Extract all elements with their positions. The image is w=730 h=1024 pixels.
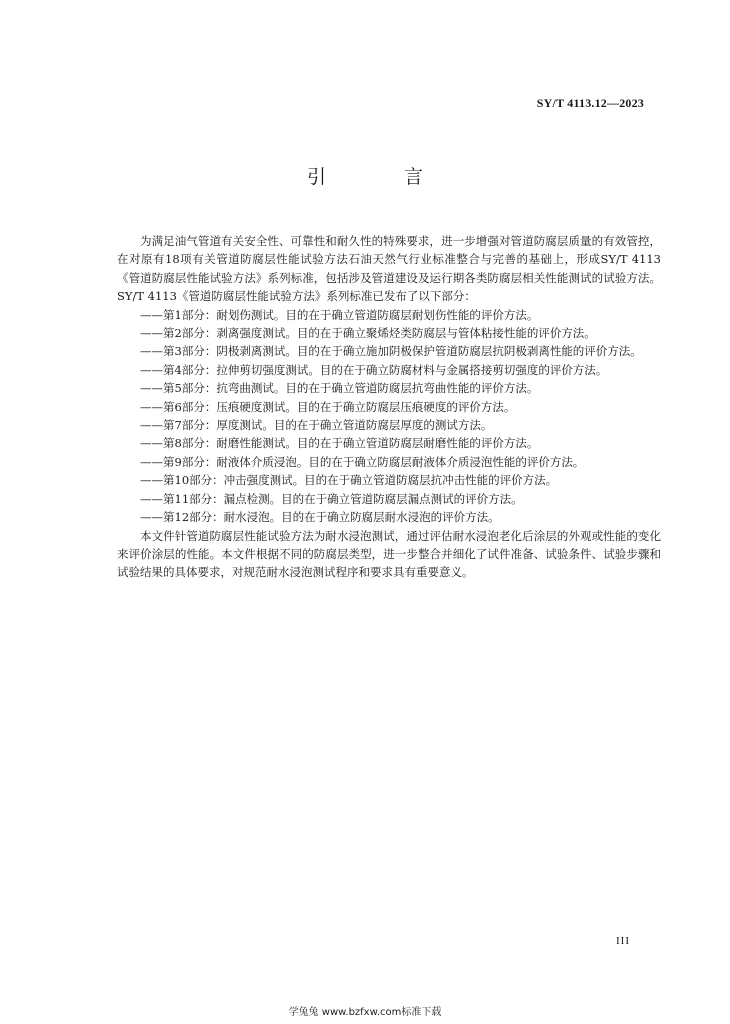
list-item-part-9: ——第9部分：耐液体介质浸泡。目的在于确立防腐层耐液体介质浸泡性能的评价方法。	[140, 454, 585, 469]
page-title: 引 言	[306, 166, 460, 188]
list-item-part-12: ——第12部分：耐水浸泡。目的在于确立防腐层耐水浸泡的评价方法。	[140, 510, 500, 525]
list-item-part-5: ——第5部分：抗弯曲测试。目的在于确立管道防腐层抗弯曲性能的评价方法。	[140, 381, 539, 396]
document-body	[117, 232, 661, 582]
list-item-part-2: ——第2部分：剥离强度测试。目的在于确立聚烯烃类防腐层与管体粘接性能的评价方法。	[140, 326, 596, 341]
list-item-part-3: ——第3部分：阴极剥离测试。目的在于确立施加阴极保护管道防腐层抗阴极剥离性能的评价方法。	[140, 344, 642, 359]
intro-paragraph: 为满足油气管道有关安全性、可靠性和耐久性的特殊要求，进一步增强对管道防腐层质量的有效管控，在对原有18项有关管道防腐层性能试验方法石油天然气行业标准整合与完善的基础上，形成SY/T 4113《管道防腐层性能试验方法》系列标准，包括涉及管道建设及运行期各类防腐层相关性能测试的试验方法。SY/T 4113《管道防腐层性能试验方法》系列标准已发布了以下部分：	[117, 234, 661, 304]
list-item-part-1: ——第1部分：耐划伤测试。目的在于确立管道防腐层耐划伤性能的评价方法。	[140, 307, 539, 322]
list-item-part-6: ——第6部分：压痕硬度测试。目的在于确立防腐层压痕硬度的评价方法。	[140, 399, 516, 414]
list-item-part-11: ——第11部分：漏点检测。目的在于确立管道防腐层漏点测试的评价方法。	[140, 491, 523, 506]
list-item-part-10: ——第10部分：冲击强度测试。目的在于确立管道防腐层抗冲击性能的评价方法。	[140, 473, 558, 488]
footer-watermark: 学兔兔 www.bzfxw.com标准下载	[288, 1007, 442, 1018]
list-item-part-8: ——第8部分：耐磨性能测试。目的在于确立管道防腐层耐磨性能的评价方法。	[140, 436, 539, 451]
closing-paragraph: 本文件针管道防腐层性能试验方法为耐水浸泡测试，通过评估耐水浸泡老化后涂层的外观或性能的变化来评价涂层的性能。本文件根据不同的防腐层类型，进一步整合并细化了试件准备、试验条件、试验步骤和试验结果的具体要求，对规范耐水浸泡测试程序和要求具有重要意义。	[117, 528, 661, 580]
standard-code: SY/T 4113.12—2023	[536, 96, 644, 110]
page-number: III	[616, 935, 630, 947]
list-item-part-7: ——第7部分：厚度测试。目的在于确立管道防腐层厚度的测试方法。	[140, 418, 493, 433]
parts-list	[117, 306, 661, 527]
list-item-part-4: ——第4部分：拉伸剪切强度测试。目的在于确立防腐材料与金属搭接剪切强度的评价方法。	[140, 362, 608, 377]
